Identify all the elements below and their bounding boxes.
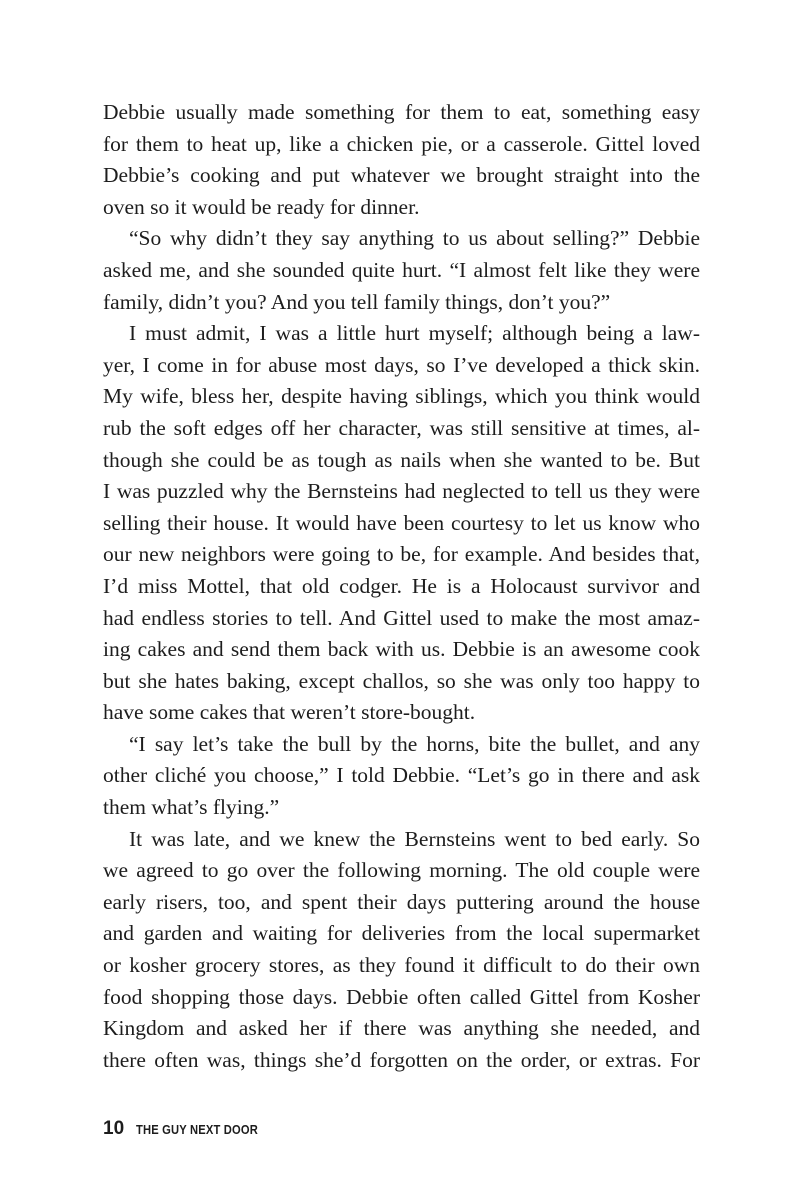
text-line: had endless stories to tell. And Gittel used to make the most amaz- <box>103 605 700 630</box>
text-line: oven so it would be ready for dinner. <box>103 194 420 219</box>
text-line: early risers, too, and spent their days puttering around the house <box>103 889 700 914</box>
text-line: them what’s flying.” <box>103 795 280 820</box>
body-text <box>103 97 700 1076</box>
text-line: asked me, and she sounded quite hurt. “I almost felt like they were <box>103 257 700 282</box>
text-line: I was puzzled why the Bernsteins had neglected to tell us they were <box>103 479 700 504</box>
text-line: we agreed to go over the following morning. The old couple were <box>103 858 700 883</box>
text-line: yer, I come in for abuse most days, so I’ve developed a thick skin. <box>103 352 700 377</box>
text-line: family, didn’t you? And you tell family things, don’t you?” <box>103 289 611 314</box>
text-line: My wife, bless her, despite having siblings, which you think would <box>103 384 700 409</box>
page-footer <box>103 1117 278 1141</box>
text-line: there often was, things she’d forgotten on the order, or extras. For <box>103 1047 700 1072</box>
text-line: I’d miss Mottel, that old codger. He is a Holocaust survivor and <box>103 573 700 598</box>
text-line: selling their house. It would have been courtesy to let us know who <box>103 510 700 535</box>
text-line: other cliché you choose,” I told Debbie. “Let’s go in there and ask <box>103 763 700 788</box>
text-line: ing cakes and send them back with us. Debbie is an awesome cook <box>103 637 700 662</box>
page-number: 10 <box>103 1118 125 1139</box>
text-line: It was late, and we knew the Bernsteins went to bed early. So <box>129 826 700 851</box>
text-line: “I say let’s take the bull by the horns, bite the bullet, and any <box>129 731 700 756</box>
text-line: our new neighbors were going to be, for example. And besides that, <box>103 542 700 567</box>
text-line: I must admit, I was a little hurt myself; although being a law- <box>129 321 700 346</box>
text-line: Debbie usually made something for them to eat, something easy <box>103 100 700 124</box>
text-line: “So why didn’t they say anything to us about selling?” Debbie <box>129 226 700 251</box>
text-line: though she could be as tough as nails when she wanted to be. But <box>103 447 700 472</box>
text-line: for them to heat up, like a chicken pie, or a casserole. Gittel loved <box>103 131 700 156</box>
text-line: Debbie’s cooking and put whatever we brought straight into the <box>103 163 700 188</box>
running-head: THE GUY NEXT DOOR <box>136 1122 259 1137</box>
text-line: but she hates baking, except challos, so she was only too happy to <box>103 668 700 693</box>
text-line: food shopping those days. Debbie often called Gittel from Kosher <box>103 984 700 1009</box>
text-line: or kosher grocery stores, as they found it difficult to do their own <box>103 953 700 978</box>
text-line: rub the soft edges off her character, was still sensitive at times, al- <box>103 415 700 440</box>
text-line: and garden and waiting for deliveries from the local supermarket <box>103 921 700 946</box>
text-line: have some cakes that weren’t store-bought. <box>103 700 476 725</box>
text-line: Kingdom and asked her if there was anything she needed, and <box>103 1016 700 1041</box>
